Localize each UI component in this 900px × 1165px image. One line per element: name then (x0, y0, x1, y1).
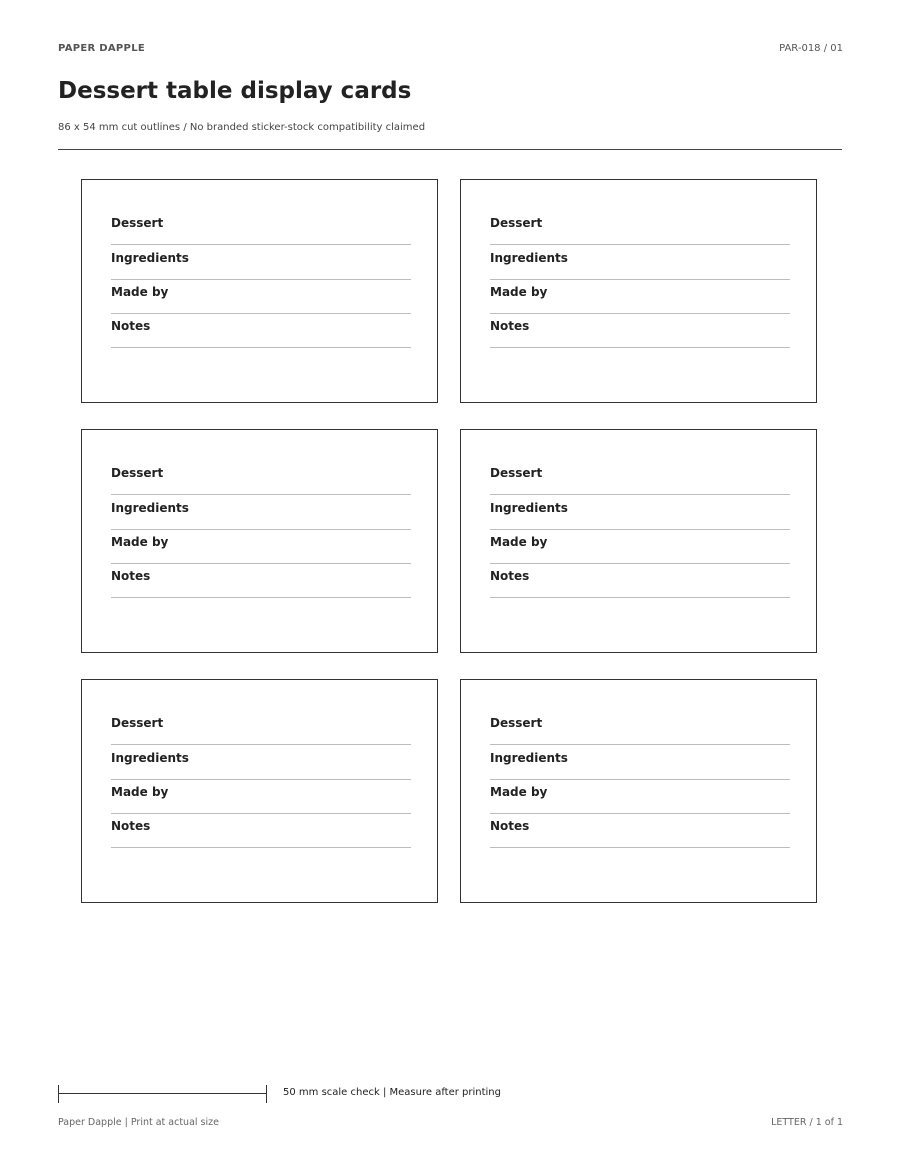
display-card (460, 429, 817, 653)
card-field-label: Dessert (490, 216, 543, 230)
card-field-made-by (111, 279, 411, 314)
card-field-dessert (111, 460, 411, 495)
card-field-dessert (490, 710, 790, 745)
card-field-made-by (490, 529, 790, 564)
page-title: Dessert table display cards (58, 78, 412, 104)
display-card (460, 179, 817, 403)
card-field-notes (111, 813, 411, 848)
card-field-notes (111, 563, 411, 598)
card-field-label: Notes (490, 819, 530, 833)
card-field-label: Dessert (111, 716, 164, 730)
card-field-label: Notes (111, 319, 151, 333)
card-field-made-by (111, 529, 411, 564)
card-field-label: Made by (490, 785, 548, 799)
card-field-label: Made by (111, 785, 169, 799)
card-field-label: Notes (490, 569, 530, 583)
display-card (81, 429, 438, 653)
card-field-ingredients (111, 245, 411, 280)
card-field-label: Notes (490, 319, 530, 333)
scale-check-label: 50 mm scale check | Measure after printing (283, 1087, 501, 1098)
card-field-label: Dessert (490, 716, 543, 730)
card-field-ingredients (490, 745, 790, 780)
card-field-label: Dessert (111, 216, 164, 230)
page-subtitle: 86 x 54 mm cut outlines / No branded sticker-stock compatibility claimed (58, 122, 426, 133)
card-field-made-by (490, 279, 790, 314)
card-field-label: Made by (490, 285, 548, 299)
card-field-label: Ingredients (490, 251, 568, 265)
footer-left-text: Paper Dapple | Print at actual size (58, 1117, 219, 1128)
card-field-notes (490, 313, 790, 348)
card-field-notes (111, 313, 411, 348)
scale-bar (58, 1085, 267, 1103)
card-field-dessert (490, 460, 790, 495)
card-field-label: Dessert (111, 466, 164, 480)
scale-bar-line (58, 1093, 267, 1094)
display-card (81, 679, 438, 903)
card-field-label: Made by (111, 535, 169, 549)
card-field-ingredients (111, 495, 411, 530)
card-field-label: Made by (490, 535, 548, 549)
card-field-label: Ingredients (111, 751, 189, 765)
card-field-label: Dessert (490, 466, 543, 480)
card-field-dessert (111, 710, 411, 745)
card-field-notes (490, 813, 790, 848)
display-card (460, 679, 817, 903)
card-field-label: Notes (111, 819, 151, 833)
card-field-dessert (490, 210, 790, 245)
footer-page-info: LETTER / 1 of 1 (771, 1117, 843, 1128)
card-field-dessert (111, 210, 411, 245)
scale-bar-end-tick (266, 1085, 267, 1103)
card-field-label: Ingredients (490, 751, 568, 765)
card-field-label: Ingredients (490, 501, 568, 515)
display-card (81, 179, 438, 403)
card-field-label: Ingredients (111, 501, 189, 515)
card-field-ingredients (490, 495, 790, 530)
card-field-notes (490, 563, 790, 598)
brand-name: PAPER DAPPLE (58, 43, 145, 54)
header-divider (58, 149, 842, 150)
card-field-ingredients (111, 745, 411, 780)
document-id: PAR-018 / 01 (779, 43, 843, 54)
card-field-made-by (490, 779, 790, 814)
card-field-ingredients (490, 245, 790, 280)
card-field-label: Ingredients (111, 251, 189, 265)
scale-bar-start-tick (58, 1085, 59, 1103)
card-field-label: Notes (111, 569, 151, 583)
card-field-label: Made by (111, 285, 169, 299)
card-field-made-by (111, 779, 411, 814)
